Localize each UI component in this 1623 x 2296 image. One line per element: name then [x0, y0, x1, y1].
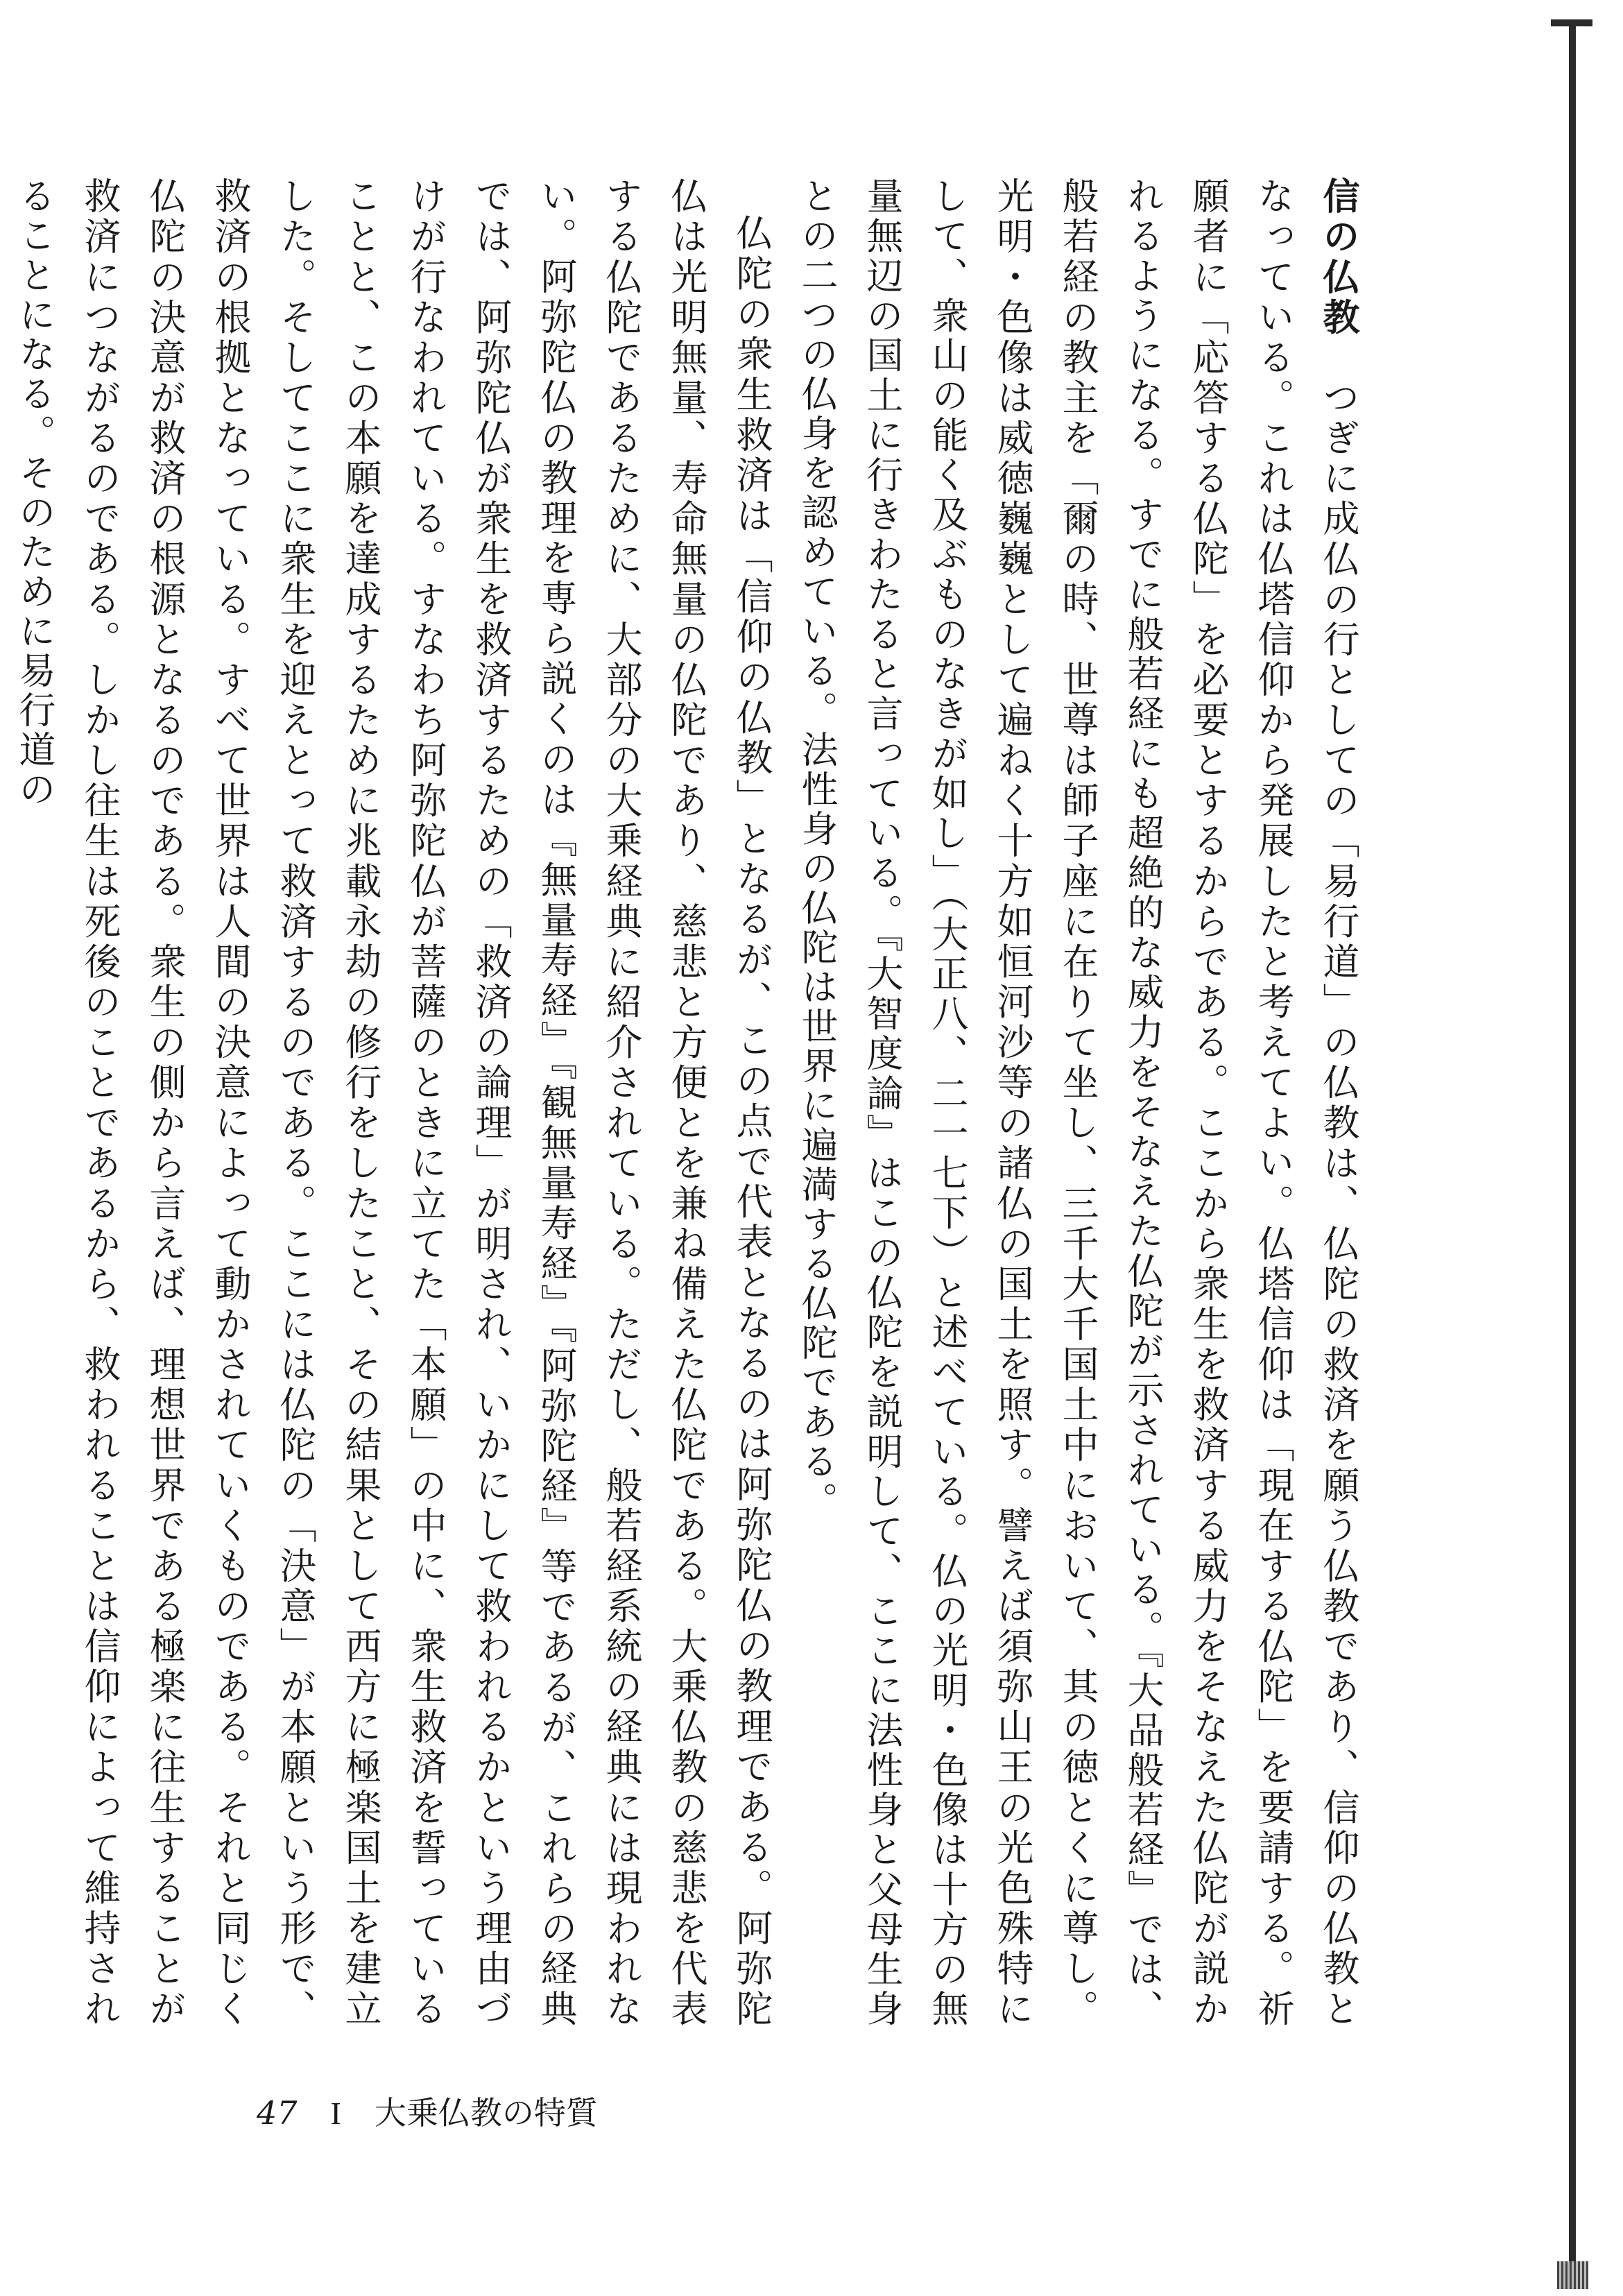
section-heading: 信の仏教 [1317, 177, 1359, 339]
paragraph-1 [784, 177, 1371, 2029]
binding-edge-bottom [1557, 2261, 1588, 2289]
paragraph-1-text: つぎに成仏の行としての「易行道」の仏教は、仏陀の救済を願う仏教であり、信仰の仏教となっている。これは仏塔信仰から発展したと考えてよい。仏塔信仰は「現在する仏陀」を要請する。祈願者に「応答する仏陀」を必要とするからである。ここから衆生を救済する威力をそなえた仏陀が説かれるようになる。すでに般若経にも超絶的な威力をそなえた仏陀が示されている。『大品般若経』では、般若経の教主を「爾の時、世尊は師子座に在りて坐し、三千大千国土中において、其の徳とくに尊し。光明・色像は威徳巍巍として遍ねく十方如恒河沙等の諸仏の国土を照す。譬えば須弥山王の光色殊特にして、衆山の能く及ぶものなきが如し」（大正八、二一七下）と述べている。仏の光明・色像は十方の無量無辺の国土に行きわたると言っている。『大智度論』はこの仏陀を説明して、ここに法性身と父母生身との二つの仏身を認めている。法性身の仏陀は世界に遍満する仏陀である。 [796, 177, 1359, 2030]
paragraph-2: 仏陀の衆生救済は「信仰の仏教」となるが、この点で代表となるのは阿弥陀仏の教理である。阿弥陀仏は光明無量、寿命無量の仏陀であり、慈悲と方便とを兼ね備えた仏陀である。大乗仏教の慈悲を代表する仏陀であるために、大部分の大乗経典に紹介されている。ただし、般若経系統の経典には現われない。阿弥陀仏の教理を専ら説くのは『無量寿経』『観無量寿経』『阿弥陀経』等であるが、これらの経典では、阿弥陀仏が衆生を救済するための「救済の論理」が明され、いかにして救われるかという理由づけが行なわれている。すなわち阿弥陀仏が菩薩のときに立てた「本願」の中に、衆生救済を誓っていることと、この本願を達成するために兆載永劫の修行をしたこと、その結果として西方に極楽国土を建立した。そしてここに衆生を迎えとって救済するのである。ここには仏陀の「決意」が本願という形で、救済の根拠となっている。すべて世界は人間の決意によって動かされていくものである。それと同じく仏陀の決意が救済の根源となるのである。衆生の側から言えば、理想世界である極楽に往生することが救済につながるのである。しかし往生は死後のことであるから、救われることは信仰によって維持されることになる。そのために易行道の [13, 177, 773, 2030]
binding-edge [1569, 21, 1576, 2289]
chapter-title: 大乗仏教の特質 [374, 2094, 598, 2132]
chapter-number: I [330, 2096, 341, 2131]
page-footer [257, 2088, 598, 2134]
page-number: 47 [257, 2094, 298, 2132]
page-body-text [13, 177, 1371, 2030]
